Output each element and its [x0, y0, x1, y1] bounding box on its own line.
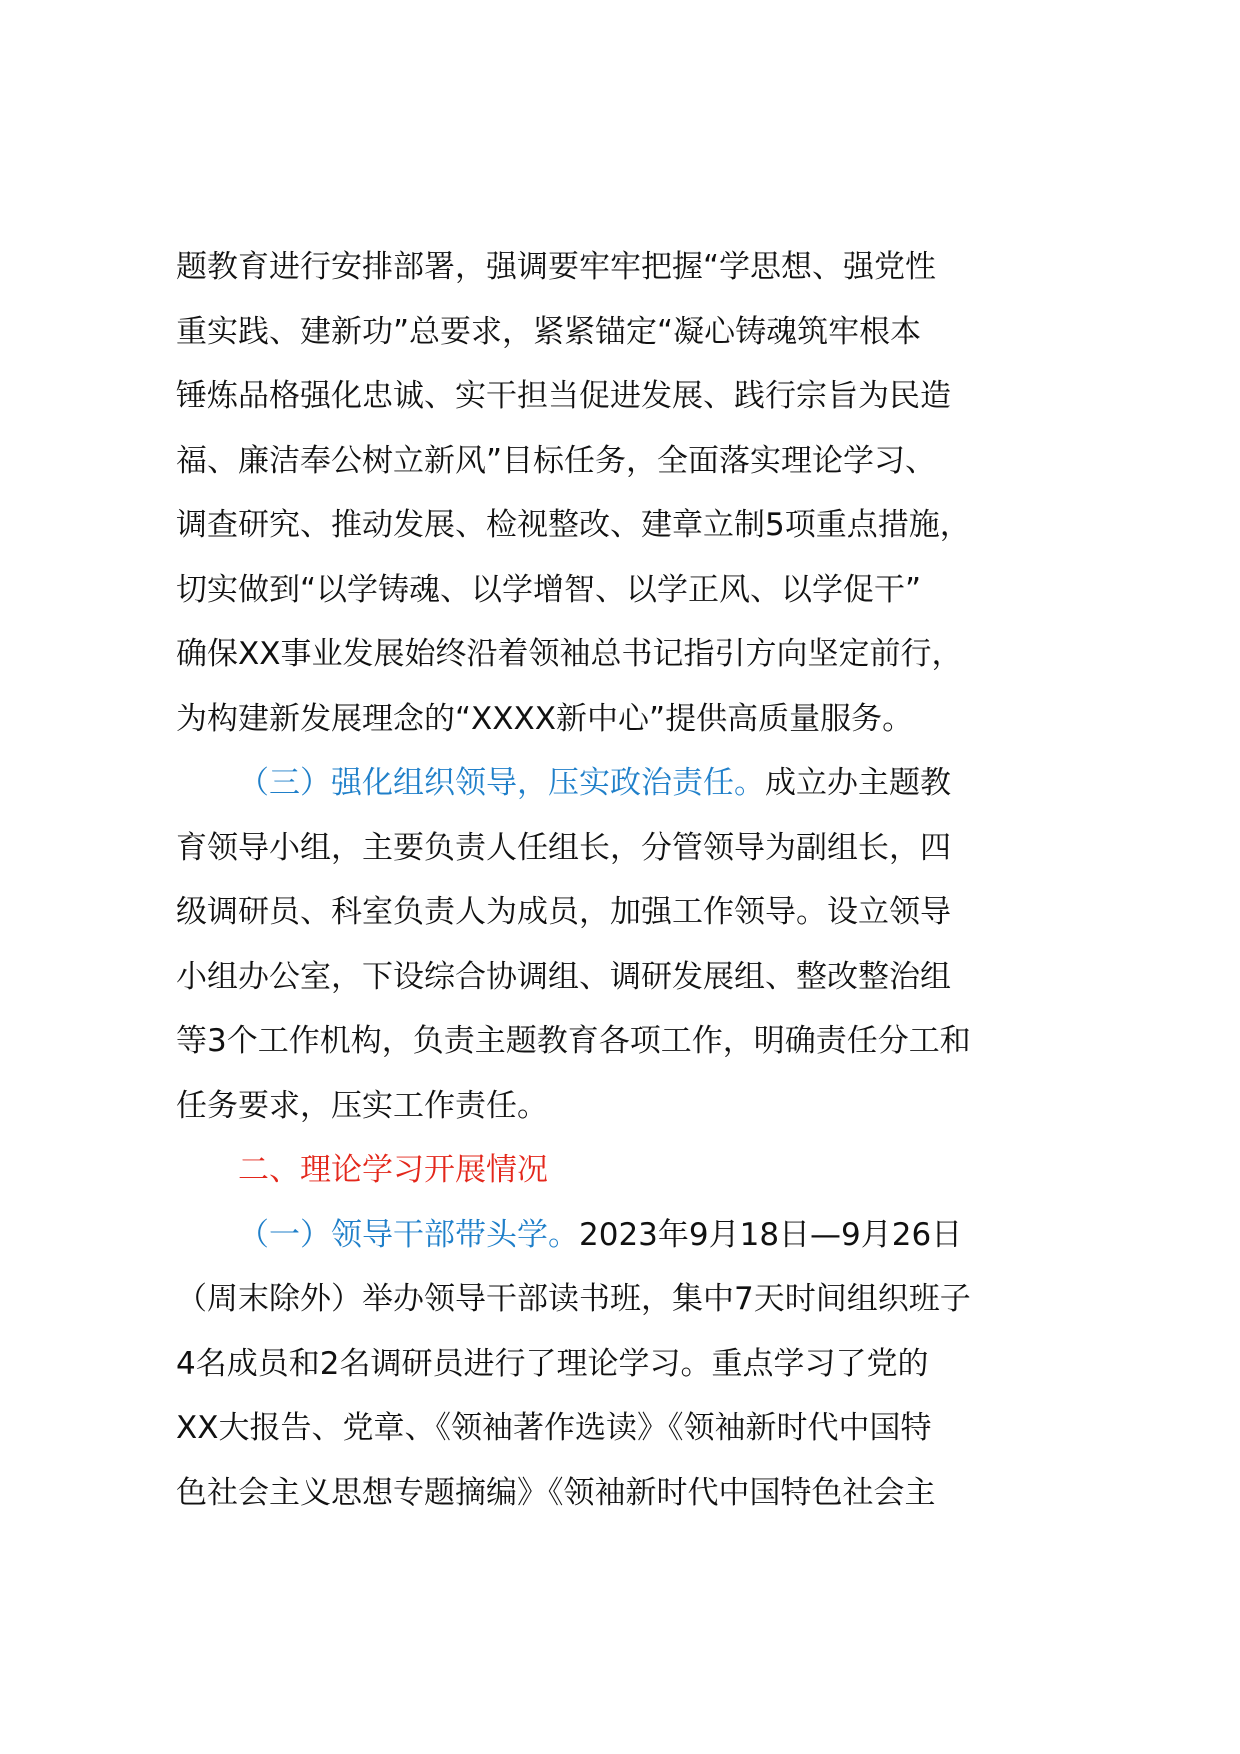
paragraph-line: 确保XX事业发展始终沿着领袖总书记指引方向坚定前行， — [176, 636, 963, 672]
subheading: （三）强化组织领导，压实政治责任。 — [238, 765, 765, 801]
paragraph-1 — [176, 235, 1108, 751]
paragraph-line: 色社会主义思想专题摘编》《领袖新时代中国特色社会主 — [176, 1474, 936, 1511]
paragraph-2 — [176, 751, 1108, 1138]
paragraph-line: XX大报告、党章、《领袖著作选读》《领袖新时代中国特 — [176, 1410, 932, 1446]
section-title: 二、理论学习开展情况 — [238, 1152, 548, 1188]
paragraph-line: 育领导小组，主要负责人任组长，分管领导为副组长，四 — [176, 829, 951, 866]
paragraph-line: 4名成员和2名调研员进行了理论学习。重点学习了党的 — [176, 1345, 929, 1382]
paragraph-line: 福、廉洁奉公树立新风”目标任务，全面落实理论学习、 — [176, 442, 937, 479]
paragraph-line: 锤炼品格强化忠诚、实干担当促进发展、践行宗旨为民造 — [176, 378, 951, 414]
paragraph-text: 2023年9月18日—9月26日 — [579, 1216, 963, 1253]
document-page — [176, 235, 1108, 1525]
section-heading — [176, 1138, 1108, 1203]
paragraph-line: 调查研究、推动发展、检视整改、建章立制5项重点措施， — [176, 507, 971, 543]
paragraph-line: 小组办公室，下设综合协调组、调研发展组、整改整治组 — [176, 958, 951, 995]
paragraph-text: 成立办主题教 — [765, 765, 951, 801]
paragraph-first-line — [176, 751, 1108, 816]
paragraph-first-line — [176, 1203, 1108, 1268]
paragraph-line: 级调研员、科室负责人为成员，加强工作领导。设立领导 — [176, 894, 951, 930]
paragraph-line: （周末除外）举办领导干部读书班，集中7天时间组织班子 — [176, 1281, 971, 1317]
paragraph-line: 重实践、建新功”总要求，紧紧锚定“凝心铸魂筑牢根本 — [176, 313, 922, 350]
paragraph-3 — [176, 1203, 1108, 1526]
paragraph-line: 切实做到“以学铸魂、以学增智、以学正风、以学促干” — [176, 571, 922, 608]
paragraph-line: 为构建新发展理念的“XXXX新中心”提供高质量服务。 — [176, 700, 914, 737]
paragraph-line: 任务要求，压实工作责任。 — [176, 1087, 548, 1124]
subheading: （一）领导干部带头学。 — [238, 1216, 579, 1253]
paragraph-line: 题教育进行安排部署，强调要牢牢把握“学思想、强党性 — [176, 249, 937, 285]
paragraph-line: 等3个工作机构，负责主题教育各项工作，明确责任分工和 — [176, 1023, 971, 1059]
